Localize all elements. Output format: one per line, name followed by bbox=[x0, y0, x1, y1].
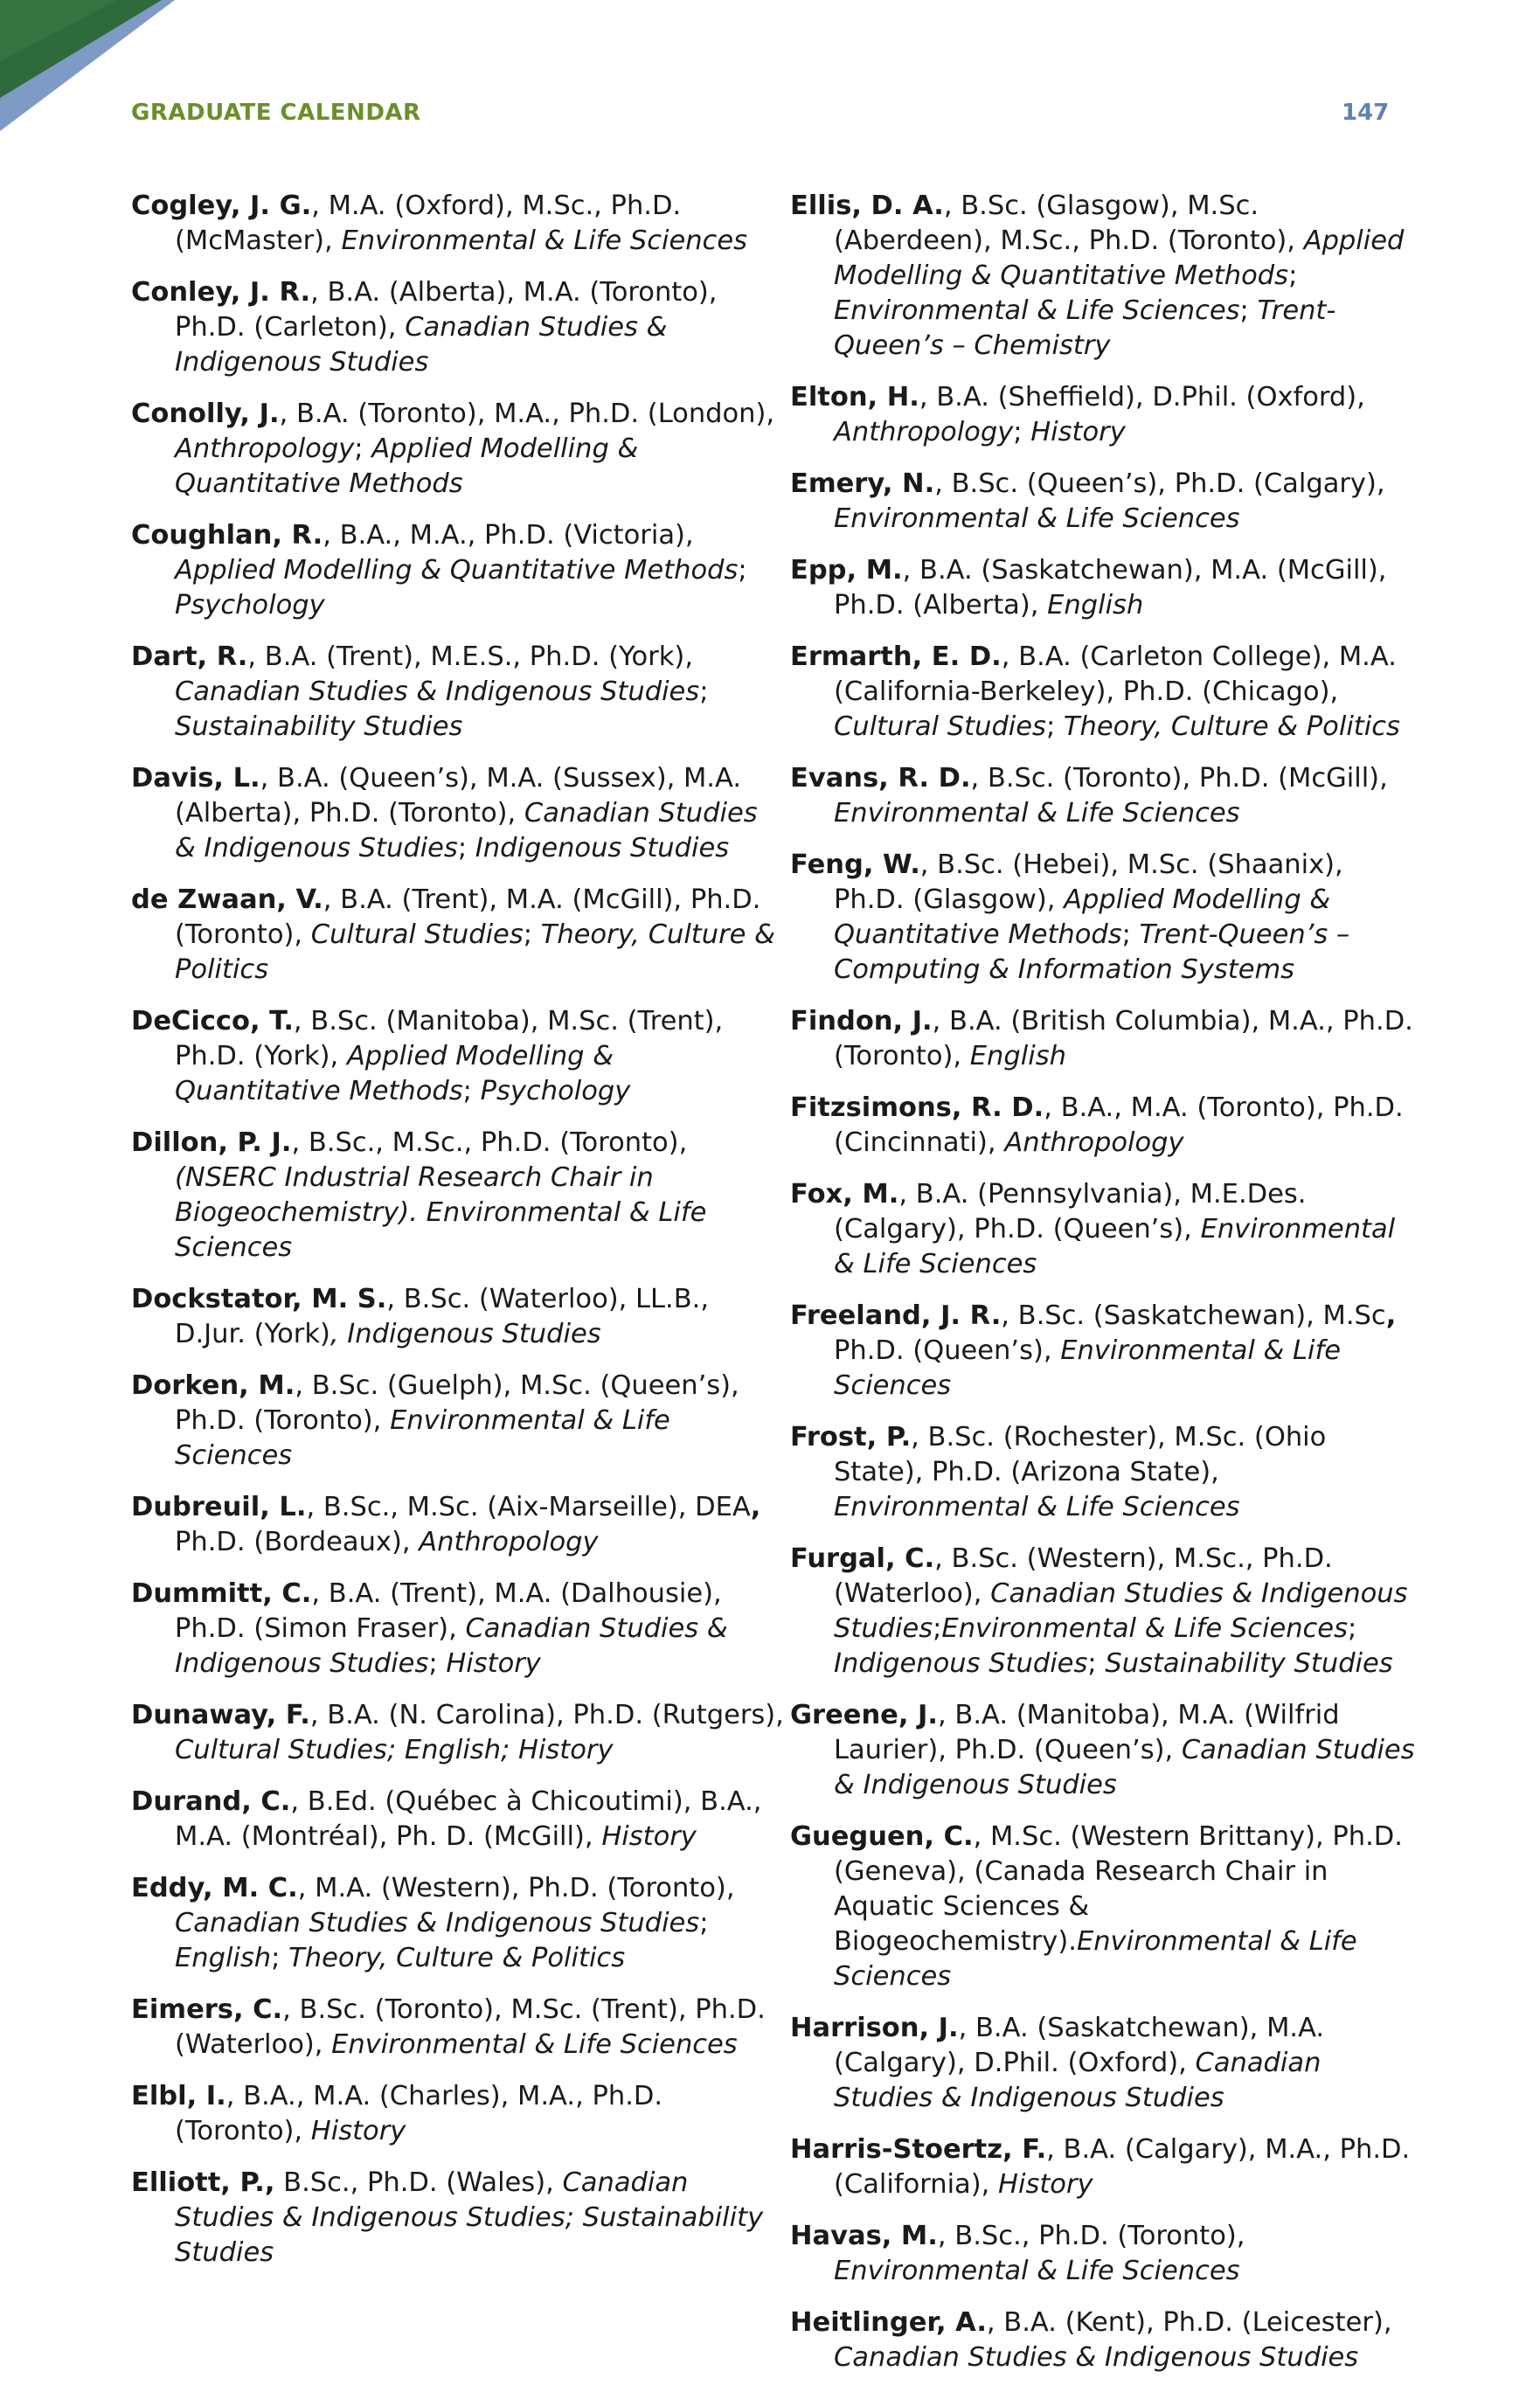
degree-text: , B.A. (Trent), M.E.S., Ph.D. (York), bbox=[247, 641, 694, 672]
program-affiliation: Psychology bbox=[480, 1076, 631, 1106]
faculty-entry bbox=[131, 189, 787, 259]
program-affiliation: English bbox=[1047, 590, 1144, 621]
program-affiliation: Anthropology bbox=[834, 417, 1014, 447]
faculty-name: Evans, R. D. bbox=[790, 763, 971, 794]
faculty-entry bbox=[790, 640, 1419, 745]
faculty-entry bbox=[131, 640, 787, 745]
degree-text: , B.Sc., M.Sc. (Aix-Marseille), DEA bbox=[306, 1492, 751, 1522]
degree-text: ; bbox=[457, 833, 475, 863]
faculty-entry bbox=[131, 1993, 787, 2063]
degree-text: ; bbox=[271, 1943, 289, 1973]
degree-text: , bbox=[1385, 1300, 1397, 1331]
program-affiliation: Environmental & Life Sciences bbox=[834, 1335, 1341, 1401]
program-affiliation: Canadian Studies & Indigenous Studies bbox=[175, 312, 668, 378]
faculty-entry bbox=[790, 2132, 1419, 2202]
program-affiliation: Indigenous Studies bbox=[834, 1648, 1088, 1679]
degree-text: , B.A. (Alberta), M.A. (Toronto), Ph.D. (Carleton), bbox=[175, 277, 718, 343]
faculty-entry bbox=[131, 2079, 787, 2149]
degree-text: , B.A. (Trent), M.A. (Dalhousie), Ph.D. (Simon Fraser), bbox=[175, 1578, 722, 1644]
faculty-name: Dorken, M. bbox=[131, 1370, 295, 1401]
degree-text: , B.A. (Queen’s), M.A. (Sussex), M.A. (Alberta), Ph.D. (Toronto), bbox=[175, 763, 742, 829]
faculty-entry bbox=[131, 1785, 787, 1855]
degree-text: , B.A. (N. Carolina), Ph.D. (Rutgers), bbox=[309, 1700, 784, 1730]
faculty-name: Cogley, J. G. bbox=[131, 191, 312, 221]
faculty-entry bbox=[131, 2166, 787, 2271]
faculty-name: Dillon, P. J. bbox=[131, 1127, 292, 1158]
faculty-name: Coughlan, R. bbox=[131, 520, 323, 551]
faculty-entry bbox=[790, 1698, 1419, 1803]
faculty-entry bbox=[790, 2011, 1419, 2116]
degree-text: , B.Sc. (Saskatchewan), M.Sc bbox=[1001, 1300, 1386, 1331]
program-affiliation: Applied Modelling & Quantitative Methods bbox=[834, 225, 1405, 291]
faculty-entry bbox=[131, 275, 787, 380]
degree-text: , B.Sc. (Queen’s), Ph.D. (Calgary), bbox=[934, 468, 1385, 499]
running-header: GRADUATE CALENDAR bbox=[131, 100, 421, 126]
faculty-entry bbox=[131, 397, 787, 502]
faculty-entry bbox=[790, 1420, 1419, 1525]
faculty-entry bbox=[131, 883, 787, 988]
program-affiliation: Canadian Studies & Indigenous Studies bbox=[175, 1908, 700, 1938]
degree-text: , B.A. (Carleton College), M.A. (California-Berkeley), Ph.D. (Chicago), bbox=[834, 641, 1397, 707]
faculty-entry bbox=[790, 1542, 1419, 1681]
faculty-name: Ermarth, E. D. bbox=[790, 641, 1002, 672]
degree-text: , B.Sc. (Guelph), M.Sc. (Queen’s), Ph.D. (Toronto), bbox=[175, 1370, 739, 1436]
degree-text: ; bbox=[1239, 295, 1258, 326]
faculty-name: Harrison, J. bbox=[790, 2013, 959, 2043]
program-affiliation: Theory, Culture & Politics bbox=[288, 1943, 626, 1973]
degree-text: , B.Sc. (Toronto), M.Sc. (Trent), Ph.D. (Waterloo), bbox=[175, 1994, 766, 2060]
program-affiliation: Trent-Queen’s – Computing & Information Systems bbox=[834, 919, 1350, 985]
degree-text: , B.A. (Manitoba), M.A. (Wilfrid Laurier), Ph.D. (Queen’s), bbox=[834, 1700, 1340, 1765]
degree-text: , B.A. (Sheffield), D.Phil. (Oxford), bbox=[919, 382, 1365, 413]
program-affiliation: Environmental & Life Sciences bbox=[331, 2029, 738, 2060]
degree-text: , B.Sc. (Glasgow), M.Sc. (Aberdeen), M.Sc., Ph.D. (Toronto), bbox=[834, 191, 1304, 256]
faculty-entry bbox=[790, 848, 1419, 988]
program-affiliation: Environmental & Life Sciences bbox=[834, 503, 1240, 534]
faculty-entry bbox=[131, 1126, 787, 1265]
faculty-entry bbox=[790, 2219, 1419, 2289]
faculty-entry bbox=[131, 1490, 787, 1560]
program-affiliation: (NSERC Industrial Research Chair in Biogeochemistry). Environmental & Life Sciences bbox=[175, 1162, 707, 1263]
program-affiliation: Theory, Culture & Politics bbox=[1063, 711, 1400, 742]
faculty-entry bbox=[131, 761, 787, 866]
faculty-name: Elbl, I. bbox=[131, 2081, 226, 2111]
degree-text: , B.A. (Kent), Ph.D. (Leicester), bbox=[986, 2307, 1392, 2338]
faculty-name: Heitlinger, A. bbox=[790, 2307, 987, 2338]
program-affiliation: Canadian Studies & Indigenous Studies bbox=[175, 1613, 728, 1679]
program-affiliation: Anthropology bbox=[1004, 1127, 1184, 1158]
degree-text: , B.A. (Toronto), M.A., Ph.D. (London), bbox=[279, 399, 775, 429]
faculty-name: Fitzsimons, R. D. bbox=[790, 1092, 1044, 1123]
program-affiliation: History bbox=[446, 1648, 541, 1679]
degree-text: Ph.D. (Bordeaux), bbox=[175, 1527, 420, 1557]
degree-text: ; bbox=[462, 1076, 481, 1106]
program-affiliation: Applied Modelling & Quantitative Methods bbox=[175, 1041, 614, 1106]
faculty-name: Frost, P. bbox=[790, 1422, 912, 1453]
program-affiliation: Environmental & Life Sciences bbox=[834, 1492, 1240, 1522]
program-affiliation: Trent-Queen’s – Chemistry bbox=[834, 295, 1336, 361]
faculty-name: DeCicco, T. bbox=[131, 1006, 294, 1037]
program-affiliation: Indigenous Studies bbox=[475, 833, 730, 863]
degree-text: Ph.D. (Queen’s), bbox=[834, 1335, 1061, 1366]
faculty-name: de Zwaan, V. bbox=[131, 884, 323, 915]
program-affiliation: Cultural Studies bbox=[834, 711, 1046, 742]
program-affiliation: Canadian Studies & Indigenous Studies bbox=[834, 2342, 1359, 2373]
degree-text: ; bbox=[699, 676, 709, 707]
faculty-name: Conolly, J. bbox=[131, 399, 280, 429]
program-affiliation: History bbox=[601, 1821, 697, 1852]
faculty-name: Freeland, J. R. bbox=[790, 1300, 1002, 1331]
program-affiliation: Environmental & Life Sciences bbox=[941, 1613, 1348, 1644]
degree-text: , B.Sc. (Manitoba), M.Sc. (Trent), Ph.D. (York), bbox=[175, 1006, 724, 1071]
degree-text: ; bbox=[1121, 919, 1140, 950]
faculty-name: Dart, R. bbox=[131, 641, 248, 672]
degree-text: B.Sc., Ph.D. (Wales), bbox=[274, 2167, 563, 2198]
degree-text: , B.A. (Trent), M.A. (McGill), Ph.D. (Toronto), bbox=[175, 884, 761, 950]
program-affiliation: Applied Modelling & Quantitative Methods bbox=[175, 555, 739, 586]
faculty-entry bbox=[790, 761, 1419, 831]
degree-text: ; bbox=[354, 433, 372, 464]
program-affiliation: Canadian Studies & Indigenous Studies bbox=[834, 2048, 1321, 2113]
program-affiliation: Psychology bbox=[175, 590, 325, 621]
faculty-entry bbox=[790, 2305, 1419, 2375]
faculty-name: Dockstator, M. S. bbox=[131, 1284, 387, 1314]
degree-text: , B.Sc., Ph.D. (Toronto), bbox=[937, 2221, 1245, 2251]
degree-text: , M.A. (Western), Ph.D. (Toronto), bbox=[297, 1873, 735, 1903]
program-affiliation: History bbox=[998, 2169, 1093, 2200]
program-affiliation: Applied Modelling & Quantitative Methods bbox=[175, 433, 639, 499]
degree-text: , B.A., M.A. (Toronto), Ph.D. (Cincinnati), bbox=[834, 1092, 1404, 1158]
faculty-entry bbox=[790, 1004, 1419, 1074]
program-affiliation: Canadian Studies & Indigenous Studies bbox=[175, 676, 700, 707]
faculty-entry bbox=[131, 1871, 787, 1976]
faculty-entry bbox=[790, 380, 1419, 450]
faculty-name: Fox, M. bbox=[790, 1179, 899, 1210]
program-affiliation: , Indigenous Studies bbox=[330, 1319, 601, 1349]
faculty-entry bbox=[131, 1282, 787, 1352]
program-affiliation: Theory, Culture & Politics bbox=[175, 919, 775, 985]
degree-text: , bbox=[750, 1492, 761, 1522]
faculty-name: Elton, H. bbox=[790, 382, 919, 413]
degree-text: , B.Sc. (Rochester), M.Sc. (Ohio State), Ph.D. (Arizona State), bbox=[834, 1422, 1327, 1487]
left-column bbox=[131, 189, 787, 2287]
program-affiliation: Anthropology bbox=[419, 1527, 599, 1557]
faculty-name: Gueguen, C. bbox=[790, 1821, 974, 1852]
faculty-entry bbox=[131, 1004, 787, 1109]
program-affiliation: Anthropology bbox=[175, 433, 355, 464]
program-affiliation: Canadian Studies & Indigenous Studies; Sustainability Studies bbox=[175, 2167, 764, 2268]
faculty-name: Greene, J. bbox=[790, 1700, 938, 1730]
faculty-name: Durand, C. bbox=[131, 1786, 291, 1817]
program-affiliation: Cultural Studies bbox=[310, 919, 524, 950]
degree-text: , B.A., M.A. (Charles), M.A., Ph.D. (Toronto), bbox=[175, 2081, 663, 2146]
degree-text: ; bbox=[523, 919, 541, 950]
faculty-entry bbox=[790, 1177, 1419, 1282]
program-affiliation: Environmental & Life Sciences bbox=[834, 295, 1240, 326]
faculty-entry bbox=[790, 467, 1419, 537]
degree-text: , B.A., M.A., Ph.D. (Victoria), bbox=[323, 520, 694, 551]
program-affiliation: English bbox=[969, 1041, 1066, 1071]
faculty-entry bbox=[131, 1577, 787, 1681]
program-affiliation: Environmental & Life Sciences bbox=[834, 1214, 1396, 1279]
page-number: 147 bbox=[1342, 100, 1390, 126]
degree-text: ; bbox=[933, 1613, 942, 1644]
faculty-entry bbox=[131, 1369, 787, 1473]
degree-text: , B.A. (Calgary), M.A., Ph.D. (California), bbox=[834, 2134, 1411, 2200]
degree-text: ; bbox=[1087, 1648, 1106, 1679]
faculty-name: Furgal, C. bbox=[790, 1543, 935, 1574]
program-affiliation: Applied Modelling & Quantitative Methods bbox=[834, 884, 1331, 950]
program-affiliation: Environmental & Life Sciences bbox=[834, 798, 1240, 829]
degree-text: ; bbox=[1013, 417, 1031, 447]
program-affiliation: History bbox=[310, 2116, 406, 2146]
faculty-name: Eddy, M. C. bbox=[131, 1873, 298, 1903]
faculty-name: Harris-Stoertz, F. bbox=[790, 2134, 1047, 2165]
degree-text: ; bbox=[1288, 260, 1298, 291]
program-affiliation: Environmental & Life Sciences bbox=[834, 2256, 1240, 2286]
degree-text: ; bbox=[428, 1648, 447, 1679]
degree-text: , B.Ed. (Québec à Chicoutimi), B.A., M.A. (Montréal), Ph. D. (McGill), bbox=[175, 1786, 762, 1852]
degree-text: ; bbox=[738, 555, 747, 586]
degree-text: , B.Sc. (Waterloo), LL.B., D.Jur. (York) bbox=[175, 1284, 710, 1349]
program-affiliation: Environmental & Life Sciences bbox=[341, 225, 747, 256]
faculty-name: Emery, N. bbox=[790, 468, 935, 499]
faculty-entry bbox=[790, 553, 1419, 623]
faculty-name: Ellis, D. A. bbox=[790, 191, 944, 221]
faculty-entry bbox=[790, 1820, 1419, 1994]
program-affiliation: Environmental & Life Sciences bbox=[834, 1926, 1357, 1992]
degree-text: ; bbox=[1045, 711, 1064, 742]
degree-text: , B.A. (Saskatchewan), M.A. (Calgary), D.Phil. (Oxford), bbox=[834, 2013, 1325, 2078]
program-affiliation: Sustainability Studies bbox=[175, 711, 463, 742]
degree-text: , B.Sc. (Western), M.Sc., Ph.D. (Waterloo), bbox=[834, 1543, 1333, 1609]
faculty-name: Dunaway, F. bbox=[131, 1700, 310, 1730]
degree-text: , B.Sc. (Toronto), Ph.D. (McGill), bbox=[970, 763, 1388, 794]
degree-text: , B.Sc., M.Sc., Ph.D. (Toronto), bbox=[291, 1127, 688, 1158]
program-affiliation: Canadian Studies & Indigenous Studies bbox=[175, 798, 758, 863]
faculty-name: Feng, W. bbox=[790, 849, 920, 880]
faculty-name: Dubreuil, L. bbox=[131, 1492, 307, 1522]
faculty-name: Davis, L. bbox=[131, 763, 260, 794]
right-column bbox=[790, 189, 1419, 2392]
program-affiliation: Canadian Studies & Indigenous Studies bbox=[834, 1735, 1415, 1800]
degree-text: , B.A. (Saskatchewan), M.A. (McGill), Ph.D. (Alberta), bbox=[834, 555, 1387, 621]
faculty-entry bbox=[131, 518, 787, 623]
program-affiliation: Canadian Studies & Indigenous Studies bbox=[834, 1578, 1408, 1644]
degree-text: , M.A. (Oxford), M.Sc., Ph.D. (McMaster), bbox=[175, 191, 682, 256]
degree-text: , B.A. (Pennsylvania), M.E.Des. (Calgary), Ph.D. (Queen’s), bbox=[834, 1179, 1307, 1245]
faculty-name: Eimers, C. bbox=[131, 1994, 283, 2025]
program-affiliation: English bbox=[175, 1943, 272, 1973]
faculty-entry bbox=[790, 189, 1419, 364]
program-affiliation: Environmental & Life Sciences bbox=[175, 1405, 670, 1471]
faculty-name: Dummitt, C. bbox=[131, 1578, 312, 1609]
degree-text: , M.Sc. (Western Brittany), Ph.D. (Geneva), (Canada Research Chair in Aquatic Sciences & Biogeochemistry). bbox=[834, 1821, 1403, 1957]
degree-text: , B.A. (British Columbia), M.A., Ph.D. (Toronto), bbox=[834, 1006, 1413, 1071]
degree-text: , B.Sc. (Hebei), M.Sc. (Shaanix), Ph.D. (Glasgow), bbox=[834, 849, 1343, 915]
program-affiliation: Sustainability Studies bbox=[1105, 1648, 1393, 1679]
program-affiliation: Cultural Studies; English; History bbox=[175, 1735, 614, 1765]
degree-text: ; bbox=[699, 1908, 709, 1938]
degree-text: ; bbox=[1347, 1613, 1357, 1644]
corner-decoration bbox=[0, 0, 236, 157]
faculty-name: Epp, M. bbox=[790, 555, 903, 586]
faculty-name: Havas, M. bbox=[790, 2221, 938, 2251]
faculty-name: Findon, J. bbox=[790, 1006, 933, 1037]
faculty-name: Conley, J. R. bbox=[131, 277, 311, 308]
faculty-entry bbox=[131, 1698, 787, 1768]
faculty-entry bbox=[790, 1299, 1419, 1404]
program-affiliation: History bbox=[1030, 417, 1126, 447]
faculty-entry bbox=[790, 1091, 1419, 1161]
faculty-name: Elliott, P., bbox=[131, 2167, 275, 2198]
